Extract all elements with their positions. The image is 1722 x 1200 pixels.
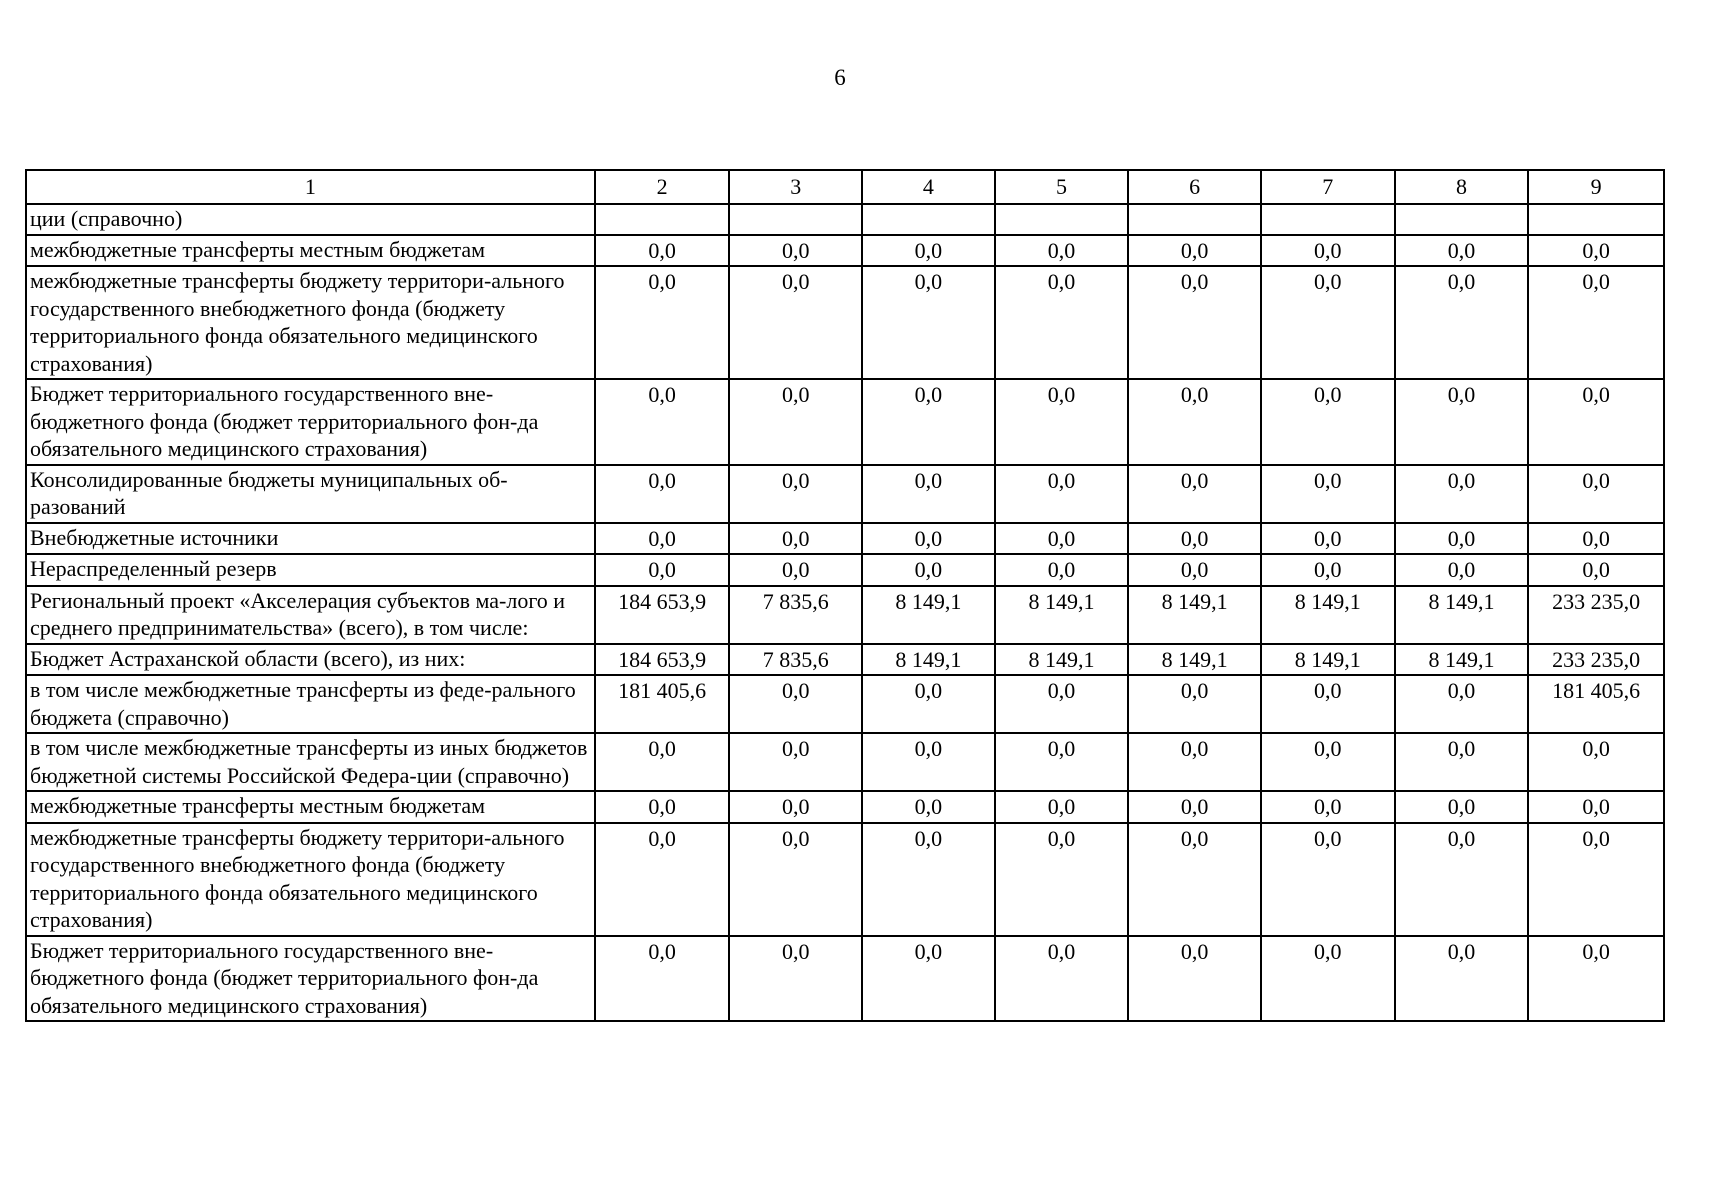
value-cell: 0,0 bbox=[1395, 266, 1529, 379]
value-cell: 0,0 bbox=[595, 465, 730, 523]
value-cell: 8 149,1 bbox=[1261, 586, 1395, 644]
header-cell: 3 bbox=[729, 170, 862, 204]
value-cell: 0,0 bbox=[1528, 235, 1664, 267]
value-cell: 0,0 bbox=[1528, 791, 1664, 823]
value-cell: 8 149,1 bbox=[1395, 644, 1529, 676]
value-cell: 0,0 bbox=[729, 554, 862, 586]
value-cell: 0,0 bbox=[1395, 733, 1529, 791]
value-cell: 0,0 bbox=[729, 465, 862, 523]
row-label: Региональный проект «Акселерация субъектов ма-лого и среднего предпринимательства» (всего), в том числе: bbox=[26, 586, 595, 644]
value-cell: 0,0 bbox=[1528, 523, 1664, 555]
value-cell: 0,0 bbox=[1261, 936, 1395, 1022]
value-cell: 0,0 bbox=[1128, 379, 1261, 465]
value-cell: 0,0 bbox=[729, 523, 862, 555]
value-cell: 0,0 bbox=[1528, 554, 1664, 586]
table-row bbox=[26, 204, 1664, 235]
value-cell: 0,0 bbox=[862, 791, 995, 823]
value-cell: 0,0 bbox=[1128, 235, 1261, 267]
value-cell: 0,0 bbox=[1261, 235, 1395, 267]
value-cell: 0,0 bbox=[995, 266, 1129, 379]
value-cell: 0,0 bbox=[1261, 791, 1395, 823]
row-label: в том числе межбюджетные трансферты из феде-рального бюджета (справочно) bbox=[26, 675, 595, 733]
value-cell: 8 149,1 bbox=[1128, 586, 1261, 644]
value-cell bbox=[729, 204, 862, 235]
value-cell: 0,0 bbox=[1261, 379, 1395, 465]
value-cell: 0,0 bbox=[1395, 465, 1529, 523]
table-row bbox=[26, 733, 1664, 791]
value-cell: 0,0 bbox=[1261, 733, 1395, 791]
value-cell: 0,0 bbox=[862, 235, 995, 267]
value-cell: 0,0 bbox=[995, 465, 1129, 523]
table-row bbox=[26, 465, 1664, 523]
table-row bbox=[26, 823, 1664, 936]
value-cell: 0,0 bbox=[862, 465, 995, 523]
value-cell: 0,0 bbox=[1395, 235, 1529, 267]
header-cell: 4 bbox=[862, 170, 995, 204]
table-body bbox=[26, 170, 1664, 1021]
value-cell bbox=[595, 204, 730, 235]
value-cell: 0,0 bbox=[1395, 523, 1529, 555]
header-cell: 7 bbox=[1261, 170, 1395, 204]
page-number: 6 bbox=[834, 65, 846, 90]
value-cell bbox=[1128, 204, 1261, 235]
table-row bbox=[26, 554, 1664, 586]
value-cell: 0,0 bbox=[1128, 791, 1261, 823]
row-label: в том числе межбюджетные трансферты из иных бюджетов бюджетной системы Российской Федера-ции (справочно) bbox=[26, 733, 595, 791]
value-cell: 0,0 bbox=[729, 235, 862, 267]
value-cell: 8 149,1 bbox=[995, 644, 1129, 676]
value-cell: 181 405,6 bbox=[1528, 675, 1664, 733]
value-cell: 8 149,1 bbox=[1261, 644, 1395, 676]
value-cell: 0,0 bbox=[1528, 936, 1664, 1022]
value-cell: 184 653,9 bbox=[595, 644, 730, 676]
value-cell: 8 149,1 bbox=[1395, 586, 1529, 644]
table-row bbox=[26, 266, 1664, 379]
value-cell: 0,0 bbox=[595, 823, 730, 936]
value-cell: 8 149,1 bbox=[1128, 644, 1261, 676]
value-cell: 0,0 bbox=[1395, 936, 1529, 1022]
header-cell: 9 bbox=[1528, 170, 1664, 204]
value-cell: 0,0 bbox=[1395, 791, 1529, 823]
header-cell: 5 bbox=[995, 170, 1129, 204]
value-cell: 0,0 bbox=[1395, 554, 1529, 586]
value-cell: 0,0 bbox=[1528, 823, 1664, 936]
row-label: межбюджетные трансферты местным бюджетам bbox=[26, 235, 595, 267]
value-cell: 0,0 bbox=[1128, 936, 1261, 1022]
value-cell: 0,0 bbox=[1128, 523, 1261, 555]
value-cell bbox=[862, 204, 995, 235]
value-cell: 0,0 bbox=[729, 266, 862, 379]
row-label: Бюджет территориального государственного вне-бюджетного фонда (бюджет территориального фон-да обязательного медицинского страхования) bbox=[26, 936, 595, 1022]
table-row bbox=[26, 644, 1664, 676]
value-cell: 0,0 bbox=[1128, 554, 1261, 586]
row-label: Внебюджетные источники bbox=[26, 523, 595, 555]
table-row bbox=[26, 936, 1664, 1022]
value-cell: 0,0 bbox=[995, 554, 1129, 586]
value-cell: 0,0 bbox=[1128, 465, 1261, 523]
value-cell: 0,0 bbox=[595, 266, 730, 379]
value-cell: 0,0 bbox=[595, 379, 730, 465]
value-cell: 0,0 bbox=[995, 791, 1129, 823]
value-cell: 0,0 bbox=[1528, 379, 1664, 465]
value-cell: 0,0 bbox=[595, 936, 730, 1022]
value-cell: 0,0 bbox=[595, 235, 730, 267]
value-cell bbox=[995, 204, 1129, 235]
row-label: Бюджет Астраханской области (всего), из них: bbox=[26, 644, 595, 676]
value-cell: 0,0 bbox=[995, 733, 1129, 791]
value-cell: 0,0 bbox=[1261, 823, 1395, 936]
table-row bbox=[26, 235, 1664, 267]
value-cell: 0,0 bbox=[1261, 266, 1395, 379]
row-label: Консолидированные бюджеты муниципальных об-разований bbox=[26, 465, 595, 523]
value-cell bbox=[1395, 204, 1529, 235]
value-cell: 0,0 bbox=[729, 791, 862, 823]
row-label: межбюджетные трансферты бюджету территори-ального государственного внебюджетного фонда (бюджету территориального фонда обязательного медицинского страхования) bbox=[26, 823, 595, 936]
value-cell: 0,0 bbox=[1395, 675, 1529, 733]
value-cell: 0,0 bbox=[862, 936, 995, 1022]
value-cell bbox=[1528, 204, 1664, 235]
value-cell: 0,0 bbox=[1528, 266, 1664, 379]
value-cell: 0,0 bbox=[729, 379, 862, 465]
value-cell: 0,0 bbox=[1395, 379, 1529, 465]
table-header-row bbox=[26, 170, 1664, 204]
table-row bbox=[26, 791, 1664, 823]
value-cell: 233 235,0 bbox=[1528, 586, 1664, 644]
value-cell: 0,0 bbox=[862, 523, 995, 555]
value-cell: 0,0 bbox=[1128, 266, 1261, 379]
header-cell: 2 bbox=[595, 170, 730, 204]
table-row bbox=[26, 586, 1664, 644]
value-cell: 0,0 bbox=[729, 733, 862, 791]
row-label: межбюджетные трансферты бюджету территори-ального государственного внебюджетного фонда (бюджету территориального фонда обязательного медицинского страхования) bbox=[26, 266, 595, 379]
value-cell: 0,0 bbox=[1128, 733, 1261, 791]
value-cell: 0,0 bbox=[1528, 465, 1664, 523]
row-label: Бюджет территориального государственного вне-бюджетного фонда (бюджет территориального фон-да обязательного медицинского страхования) bbox=[26, 379, 595, 465]
value-cell: 0,0 bbox=[995, 235, 1129, 267]
table-row bbox=[26, 379, 1664, 465]
value-cell: 8 149,1 bbox=[995, 586, 1129, 644]
value-cell: 0,0 bbox=[862, 733, 995, 791]
value-cell: 184 653,9 bbox=[595, 586, 730, 644]
header-cell: 1 bbox=[26, 170, 595, 204]
value-cell: 181 405,6 bbox=[595, 675, 730, 733]
value-cell: 0,0 bbox=[595, 554, 730, 586]
value-cell: 0,0 bbox=[595, 523, 730, 555]
value-cell: 0,0 bbox=[995, 379, 1129, 465]
value-cell: 0,0 bbox=[995, 523, 1129, 555]
value-cell: 0,0 bbox=[1261, 554, 1395, 586]
value-cell bbox=[1261, 204, 1395, 235]
value-cell: 0,0 bbox=[995, 936, 1129, 1022]
row-label: ции (справочно) bbox=[26, 204, 595, 235]
value-cell: 0,0 bbox=[1395, 823, 1529, 936]
row-label: Нераспределенный резерв bbox=[26, 554, 595, 586]
value-cell: 0,0 bbox=[1261, 465, 1395, 523]
value-cell: 7 835,6 bbox=[729, 644, 862, 676]
value-cell: 0,0 bbox=[862, 266, 995, 379]
value-cell: 0,0 bbox=[1128, 675, 1261, 733]
value-cell: 0,0 bbox=[729, 675, 862, 733]
value-cell: 0,0 bbox=[1261, 675, 1395, 733]
value-cell: 0,0 bbox=[595, 791, 730, 823]
value-cell: 0,0 bbox=[1528, 733, 1664, 791]
header-cell: 6 bbox=[1128, 170, 1261, 204]
value-cell: 0,0 bbox=[1261, 523, 1395, 555]
value-cell: 0,0 bbox=[595, 733, 730, 791]
value-cell: 7 835,6 bbox=[729, 586, 862, 644]
value-cell: 0,0 bbox=[995, 823, 1129, 936]
value-cell: 0,0 bbox=[729, 936, 862, 1022]
value-cell: 0,0 bbox=[862, 379, 995, 465]
value-cell: 233 235,0 bbox=[1528, 644, 1664, 676]
value-cell: 8 149,1 bbox=[862, 586, 995, 644]
header-cell: 8 bbox=[1395, 170, 1529, 204]
value-cell: 0,0 bbox=[862, 554, 995, 586]
row-label: межбюджетные трансферты местным бюджетам bbox=[26, 791, 595, 823]
table-row bbox=[26, 675, 1664, 733]
value-cell: 0,0 bbox=[729, 823, 862, 936]
value-cell: 0,0 bbox=[995, 675, 1129, 733]
budget-table bbox=[25, 169, 1665, 1022]
value-cell: 0,0 bbox=[1128, 823, 1261, 936]
value-cell: 0,0 bbox=[862, 823, 995, 936]
value-cell: 8 149,1 bbox=[862, 644, 995, 676]
table-row bbox=[26, 523, 1664, 555]
value-cell: 0,0 bbox=[862, 675, 995, 733]
